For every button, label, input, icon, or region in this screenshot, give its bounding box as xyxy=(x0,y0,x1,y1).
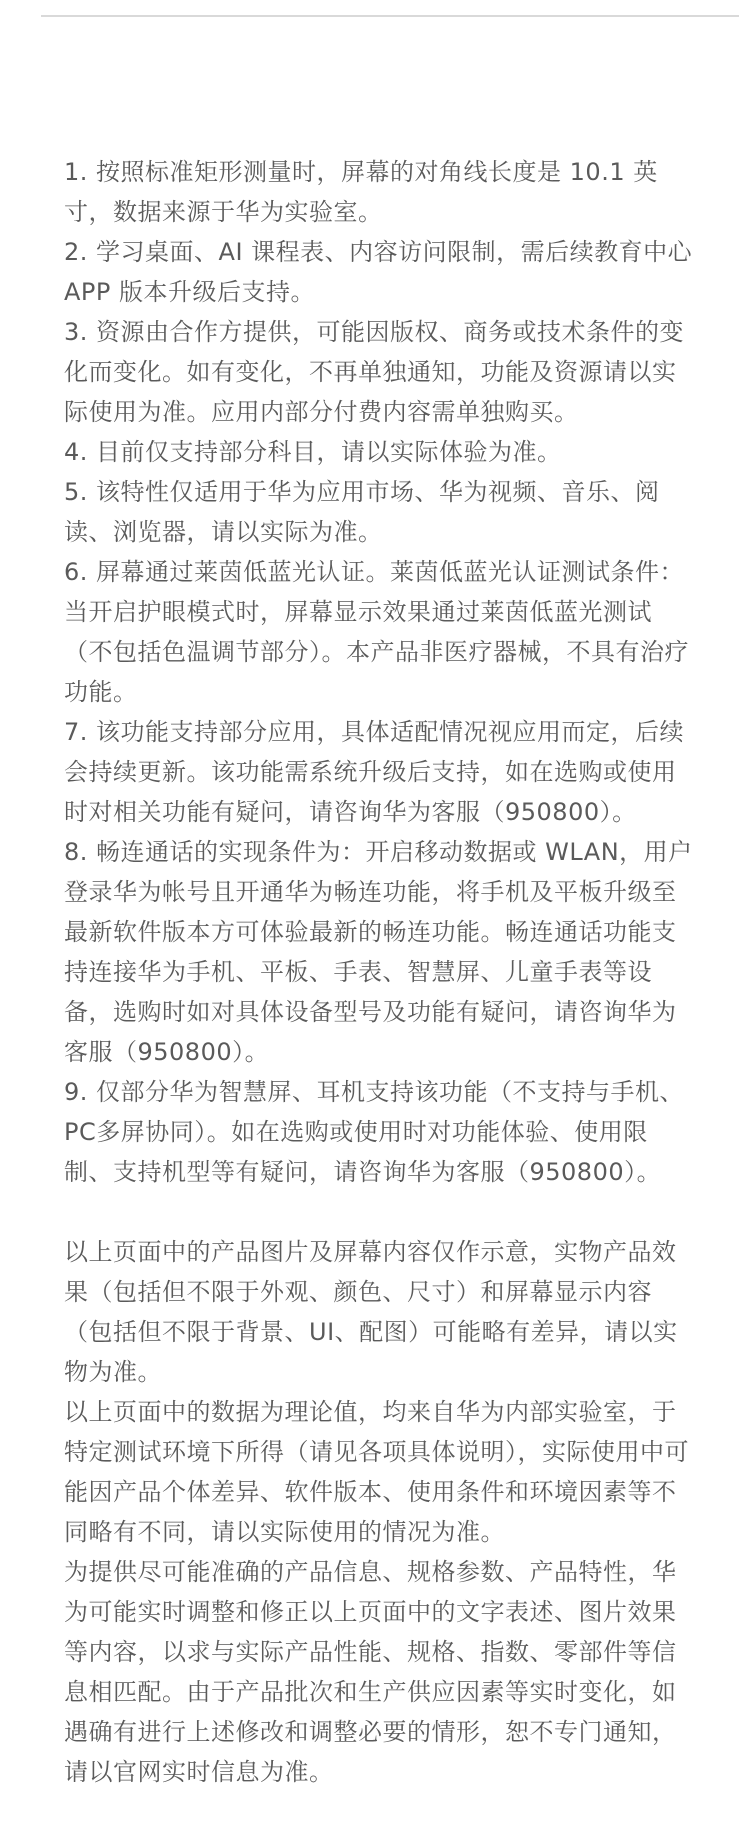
top-divider xyxy=(41,15,739,17)
footnote-8: 8. 畅连通话的实现条件为：开启移动数据或 WLAN，用户登录华为帐号且开通华为畅连功能，将手机及平板升级至最新软件版本方可体验最新的畅连功能。畅连通话功能支持连接华为手机、平板、手表、智慧屏、儿童手表等设备，选购时如对具体设备型号及功能有疑问，请咨询华为客服（950800）。 xyxy=(64,838,693,1066)
section-spacer xyxy=(64,1192,696,1232)
footnote-3: 3. 资源由合作方提供，可能因版权、商务或技术条件的变化而变化。如有变化，不再单独通知，功能及资源请以实际使用为准。应用内部分付费内容需单独购买。 xyxy=(64,318,685,426)
footnote-5: 5. 该特性仅适用于华为应用市场、华为视频、音乐、阅读、浏览器，请以实际为准。 xyxy=(64,478,660,546)
footnote-9: 9. 仅部分华为智慧屏、耳机支持该功能（不支持与手机、PC多屏协同）。如在选购或使用时对功能体验、使用限制、支持机型等有疑问，请咨询华为客服（950800）。 xyxy=(64,1078,685,1186)
footnote-6: 6. 屏幕通过莱茵低蓝光认证。莱茵低蓝光认证测试条件：当开启护眼模式时，屏幕显示效果通过莱茵低蓝光测试（不包括色温调节部分）。本产品非医疗器械，不具有治疗功能。 xyxy=(64,558,689,706)
footnote-2: 2. 学习桌面、AI 课程表、内容访问限制，需后续教育中心 APP 版本升级后支持。 xyxy=(64,238,693,306)
footnote-4: 4. 目前仅支持部分科目，请以实际体验为准。 xyxy=(64,438,562,466)
footnote-7: 7. 该功能支持部分应用，具体适配情况视应用而定，后续会持续更新。该功能需系统升级后支持，如在选购或使用时对相关功能有疑问，请咨询华为客服（950800）。 xyxy=(64,718,685,826)
disclaimer-updates: 为提供尽可能准确的产品信息、规格参数、产品特性，华为可能实时调整和修正以上页面中的文字表述、图片效果等内容，以求与实际产品性能、规格、指数、零部件等信息相匹配。由于产品批次和生产供应因素等实时变化，如遇确有进行上述修改和调整必要的情形，恕不专门通知，请以官网实时信息为准。 xyxy=(64,1558,677,1786)
disclaimer-images: 以上页面中的产品图片及屏幕内容仅作示意，实物产品效果（包括但不限于外观、颜色、尺寸）和屏幕显示内容（包括但不限于背景、UI、配图）可能略有差异，请以实物为准。 xyxy=(64,1238,678,1386)
disclaimer-data: 以上页面中的数据为理论值，均来自华为内部实验室，于特定测试环境下所得（请见各项具体说明），实际使用中可能因产品个体差异、软件版本、使用条件和环境因素等不同略有不同，请以实际使用的情况为准。 xyxy=(64,1398,689,1546)
footnotes-section xyxy=(64,152,696,1792)
footnote-1: 1. 按照标准矩形测量时，屏幕的对角线长度是 10.1 英寸，数据来源于华为实验室。 xyxy=(64,158,658,226)
